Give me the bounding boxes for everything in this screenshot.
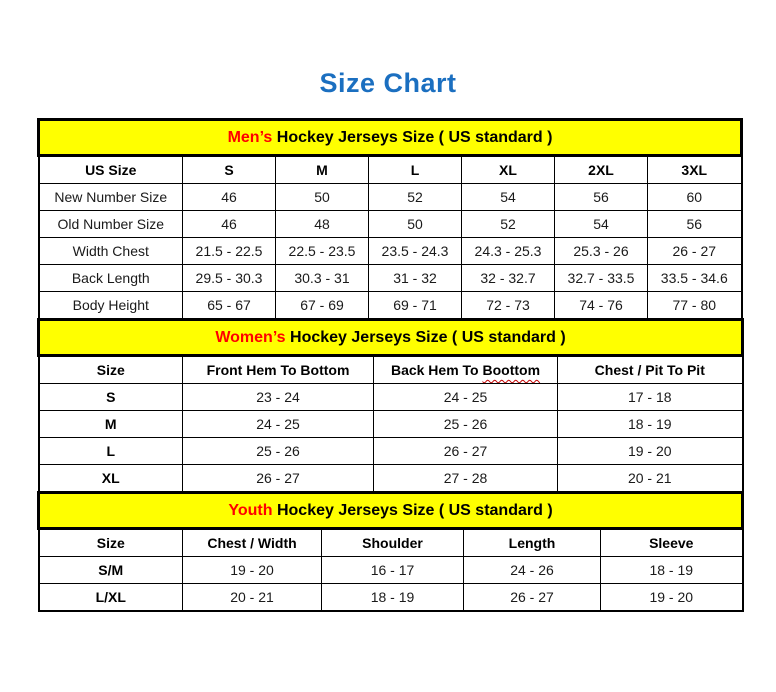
size-value-cell: 54 [555,211,648,238]
youth-row-lxl [39,584,743,612]
womens-column-header-row [39,356,743,384]
size-value-cell: 56 [555,184,648,211]
size-value-cell: 26 - 27 [648,238,742,265]
mens-banner-row [39,120,742,156]
size-value-cell: 26 - 27 [464,584,601,612]
youth-row-sm [39,557,743,584]
size-value-cell: 46 [183,184,276,211]
mens-col-m: M [276,156,369,184]
size-value-cell: 24 - 26 [464,557,601,584]
size-value-cell: 20 - 21 [558,465,743,493]
size-chart-tables [37,118,741,612]
size-value-cell: 25.3 - 26 [555,238,648,265]
row-label: Body Height [39,292,183,320]
size-value-cell: 32 - 32.7 [462,265,555,292]
size-value-cell: 46 [183,211,276,238]
size-value-cell: 27 - 28 [374,465,558,493]
mens-row-new-number-size [39,184,742,211]
size-value-cell: 54 [462,184,555,211]
row-label: L [39,438,183,465]
size-value-cell: 18 - 19 [322,584,464,612]
mens-col-l: L [369,156,462,184]
womens-row-m [39,411,743,438]
womens-col-back-hem [374,356,558,384]
size-value-cell: 23 - 24 [183,384,374,411]
size-value-cell: 17 - 18 [558,384,743,411]
row-label: Back Length [39,265,183,292]
womens-banner-text: Hockey Jerseys Size ( US standard ) [285,328,566,346]
size-value-cell: 21.5 - 22.5 [183,238,276,265]
size-value-cell: 19 - 20 [601,584,743,612]
youth-col-size: Size [39,529,183,557]
size-value-cell: 22.5 - 23.5 [276,238,369,265]
size-value-cell: 31 - 32 [369,265,462,292]
size-value-cell: 33.5 - 34.6 [648,265,742,292]
womens-col-front-hem: Front Hem To Bottom [183,356,374,384]
row-label: M [39,411,183,438]
page-title: Size Chart [319,68,457,98]
size-value-cell: 19 - 20 [558,438,743,465]
size-value-cell: 25 - 26 [183,438,374,465]
womens-row-xl [39,465,743,493]
size-value-cell: 19 - 20 [183,557,322,584]
youth-banner [39,493,743,529]
youth-banner-row [39,493,743,529]
size-value-cell: 23.5 - 24.3 [369,238,462,265]
womens-banner-highlight: Women’s [215,328,286,346]
mens-col-xl: XL [462,156,555,184]
size-value-cell: 50 [369,211,462,238]
size-value-cell: 60 [648,184,742,211]
mens-column-header-row [39,156,742,184]
row-label: L/XL [39,584,183,612]
row-label: Old Number Size [39,211,183,238]
mens-row-back-length [39,265,742,292]
size-value-cell: 20 - 21 [183,584,322,612]
size-value-cell: 16 - 17 [322,557,464,584]
back-hem-prefix: Back Hem To [390,362,483,379]
size-value-cell: 77 - 80 [648,292,742,320]
size-value-cell: 24 - 25 [374,384,558,411]
size-value-cell: 52 [369,184,462,211]
row-label: S/M [39,557,183,584]
size-value-cell: 29.5 - 30.3 [183,265,276,292]
size-value-cell: 26 - 27 [183,465,374,493]
womens-banner-row [39,320,743,356]
womens-banner [39,320,743,356]
size-value-cell: 56 [648,211,742,238]
row-label: XL [39,465,183,493]
size-value-cell: 52 [462,211,555,238]
youth-size-table [37,491,744,612]
row-label: Width Chest [39,238,183,265]
size-value-cell: 69 - 71 [369,292,462,320]
mens-row-width-chest [39,238,742,265]
size-value-cell: 24 - 25 [183,411,374,438]
size-value-cell: 25 - 26 [374,411,558,438]
size-value-cell: 65 - 67 [183,292,276,320]
size-value-cell: 18 - 19 [558,411,743,438]
size-value-cell: 26 - 27 [374,438,558,465]
size-value-cell: 48 [276,211,369,238]
mens-col-us-size: US Size [39,156,183,184]
size-value-cell: 18 - 19 [601,557,743,584]
womens-row-s [39,384,743,411]
size-value-cell: 50 [276,184,369,211]
size-value-cell: 74 - 76 [555,292,648,320]
youth-col-length: Length [464,529,601,557]
mens-banner [39,120,742,156]
youth-column-header-row [39,529,743,557]
mens-col-s: S [183,156,276,184]
size-value-cell: 72 - 73 [462,292,555,320]
mens-banner-text: Hockey Jerseys Size ( US standard ) [272,128,553,146]
size-value-cell: 32.7 - 33.5 [555,265,648,292]
youth-banner-text: Hockey Jerseys Size ( US standard ) [272,501,553,519]
mens-col-3xl: 3XL [648,156,742,184]
youth-banner-highlight: Youth [228,501,273,519]
youth-col-chest-width: Chest / Width [183,529,322,557]
mens-banner-highlight: Men’s [227,128,273,146]
womens-row-l [39,438,743,465]
size-value-cell: 30.3 - 31 [276,265,369,292]
womens-col-chest-pit: Chest / Pit To Pit [558,356,743,384]
mens-row-old-number-size [39,211,742,238]
youth-col-sleeve: Sleeve [601,529,743,557]
size-value-cell: 24.3 - 25.3 [462,238,555,265]
womens-size-table [37,318,744,493]
womens-col-size: Size [39,356,183,384]
row-label: New Number Size [39,184,183,211]
back-hem-misspelled-word: Boottom [482,362,541,379]
youth-col-shoulder: Shoulder [322,529,464,557]
row-label: S [39,384,183,411]
mens-size-table [37,118,743,320]
mens-row-body-height [39,292,742,320]
size-value-cell: 67 - 69 [276,292,369,320]
mens-col-2xl: 2XL [555,156,648,184]
